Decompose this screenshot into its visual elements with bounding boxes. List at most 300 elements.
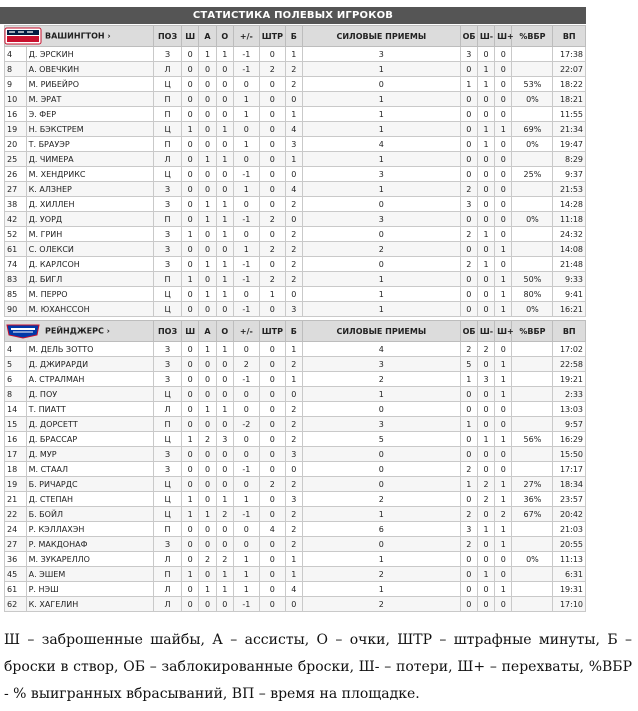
player-name: С. ОЛЕКСИ: [26, 242, 153, 257]
player-row: [5, 242, 586, 257]
team-name-link[interactable]: ВАШИНГТОН ›: [45, 31, 111, 41]
stat-cell: 2: [285, 357, 302, 372]
stat-cell: [512, 257, 553, 272]
stat-cell: 0: [495, 567, 512, 582]
player-row: [5, 492, 586, 507]
stat-cell: 1: [216, 212, 233, 227]
stat-cell: 0: [259, 167, 285, 182]
stat-cell: 0: [460, 402, 477, 417]
stat-cell: 1: [495, 492, 512, 507]
stat-cell: 0: [477, 582, 494, 597]
stat-cell: 2: [199, 432, 216, 447]
stat-cell: 1: [495, 582, 512, 597]
stat-cell: 0: [477, 552, 494, 567]
stat-cell: 0: [477, 537, 494, 552]
stat-cell: 0: [477, 357, 494, 372]
player-number: 16: [5, 107, 27, 122]
stat-cell: З: [154, 227, 182, 242]
stat-cell: 0: [233, 447, 259, 462]
stat-cell: 0: [259, 597, 285, 612]
stat-cell: 1: [182, 432, 199, 447]
player-name: Д. ЧИМЕРА: [26, 152, 153, 167]
column-header: ПОЗ: [154, 321, 182, 342]
stat-cell: 0: [199, 62, 216, 77]
player-number: 15: [5, 417, 27, 432]
stat-cell: 0: [259, 342, 285, 357]
stat-cell: 2: [285, 257, 302, 272]
stat-cell: 0: [285, 212, 302, 227]
stat-cell: 2: [216, 507, 233, 522]
stat-cell: -1: [233, 167, 259, 182]
stat-cell: 0: [259, 357, 285, 372]
column-header: Ш-: [477, 321, 494, 342]
stat-cell: 0: [233, 402, 259, 417]
player-row: [5, 417, 586, 432]
stat-cell: 0: [460, 567, 477, 582]
stat-cell: 0: [259, 302, 285, 317]
player-number: 36: [5, 552, 27, 567]
stat-cell: П: [154, 522, 182, 537]
player-row: [5, 47, 586, 62]
stat-cell: 0: [460, 302, 477, 317]
player-row: [5, 152, 586, 167]
stat-cell: 3: [302, 357, 460, 372]
stat-cell: 2: [285, 507, 302, 522]
stat-cell: 0: [216, 92, 233, 107]
stat-cell: 0: [259, 462, 285, 477]
stat-cell: 2: [259, 62, 285, 77]
stat-cell: 0: [495, 552, 512, 567]
stat-cell: 0: [182, 597, 199, 612]
stat-cell: 0: [495, 137, 512, 152]
player-row: [5, 272, 586, 287]
stat-cell: 0: [460, 242, 477, 257]
stat-cell: -1: [233, 507, 259, 522]
stat-cell: 1: [216, 287, 233, 302]
column-header: Ш+: [495, 26, 512, 47]
stat-cell: 2: [285, 272, 302, 287]
stat-cell: 0: [495, 212, 512, 227]
player-number: 85: [5, 287, 27, 302]
player-number: 26: [5, 167, 27, 182]
player-name: А. ОВЕЧКИН: [26, 62, 153, 77]
time-on-ice: 22:58: [553, 357, 586, 372]
stat-cell: 0: [199, 107, 216, 122]
stat-cell: 0: [460, 152, 477, 167]
stat-cell: 69%: [512, 122, 553, 137]
stat-cell: 0: [199, 462, 216, 477]
stat-cell: 1: [477, 62, 494, 77]
player-row: [5, 62, 586, 77]
stat-cell: 1: [302, 182, 460, 197]
stat-cell: 0: [495, 167, 512, 182]
stat-cell: 0: [182, 417, 199, 432]
stat-cell: 0%: [512, 137, 553, 152]
stat-cell: 1: [460, 477, 477, 492]
stat-cell: 1: [302, 507, 460, 522]
stat-cell: [512, 227, 553, 242]
stat-cell: 0: [216, 537, 233, 552]
stat-cell: 0: [477, 597, 494, 612]
column-header: %ВБР: [512, 321, 553, 342]
column-header: ВП: [553, 321, 586, 342]
player-number: 16: [5, 432, 27, 447]
stat-cell: 0: [285, 462, 302, 477]
time-on-ice: 22:07: [553, 62, 586, 77]
stat-cell: 0: [259, 92, 285, 107]
stat-cell: 0: [259, 122, 285, 137]
stat-cell: 0: [216, 522, 233, 537]
player-number: 19: [5, 477, 27, 492]
stat-cell: [512, 387, 553, 402]
player-number: 21: [5, 492, 27, 507]
stat-cell: 0: [182, 62, 199, 77]
stat-cell: 1: [233, 242, 259, 257]
stat-cell: 0: [216, 417, 233, 432]
stat-cell: 0: [182, 302, 199, 317]
time-on-ice: 20:42: [553, 507, 586, 522]
stat-cell: Ц: [154, 77, 182, 92]
stat-cell: 1: [302, 152, 460, 167]
stat-cell: 3: [285, 492, 302, 507]
time-on-ice: 6:31: [553, 567, 586, 582]
stat-cell: 1: [302, 582, 460, 597]
player-number: 24: [5, 522, 27, 537]
stat-cell: [512, 447, 553, 462]
stat-cell: 3: [460, 47, 477, 62]
player-number: 52: [5, 227, 27, 242]
stat-cell: 0: [259, 507, 285, 522]
stat-cell: 2: [285, 522, 302, 537]
stat-cell: 1: [302, 287, 460, 302]
stat-cell: П: [154, 107, 182, 122]
stat-cell: 4: [302, 342, 460, 357]
stat-cell: 1: [460, 77, 477, 92]
player-row: [5, 552, 586, 567]
stat-cell: 0: [199, 492, 216, 507]
player-row: [5, 402, 586, 417]
stat-cell: 0: [460, 552, 477, 567]
stat-cell: 1: [233, 137, 259, 152]
stat-cell: 0: [460, 62, 477, 77]
player-name: М. ЗУКАРЕЛЛО: [26, 552, 153, 567]
time-on-ice: 2:33: [553, 387, 586, 402]
stat-cell: 2: [477, 477, 494, 492]
stat-cell: 0: [302, 477, 460, 492]
rangers-logo-icon: [5, 323, 41, 339]
stat-cell: 0: [233, 122, 259, 137]
time-on-ice: 13:03: [553, 402, 586, 417]
player-number: 45: [5, 567, 27, 582]
stat-cell: 0: [477, 182, 494, 197]
stat-cell: П: [154, 417, 182, 432]
column-header: ПОЗ: [154, 26, 182, 47]
stat-cell: 0: [495, 342, 512, 357]
stat-cell: 0: [285, 387, 302, 402]
stat-cell: 2: [285, 402, 302, 417]
player-name: М. ЭРАТ: [26, 92, 153, 107]
stat-cell: 3: [285, 137, 302, 152]
player-row: [5, 462, 586, 477]
player-row: [5, 167, 586, 182]
stat-cell: 0: [495, 447, 512, 462]
stat-cell: 1: [233, 92, 259, 107]
stat-cell: 3: [285, 302, 302, 317]
time-on-ice: 21:34: [553, 122, 586, 137]
stat-cell: 0: [233, 432, 259, 447]
player-number: 27: [5, 537, 27, 552]
team-name-link[interactable]: РЕЙНДЖЕРС ›: [45, 326, 110, 336]
stat-cell: 0: [477, 462, 494, 477]
stat-cell: П: [154, 212, 182, 227]
stat-cell: Ц: [154, 167, 182, 182]
stat-cell: З: [154, 182, 182, 197]
stat-cell: 1: [216, 582, 233, 597]
stat-cell: 0: [233, 477, 259, 492]
player-name: Р. МАКДОНАФ: [26, 537, 153, 552]
stat-cell: 27%: [512, 477, 553, 492]
stat-cell: 1: [495, 122, 512, 137]
stat-cell: 2: [477, 492, 494, 507]
stat-cell: 2: [460, 182, 477, 197]
stat-cell: 3: [302, 167, 460, 182]
stat-cell: 0: [302, 447, 460, 462]
player-name: Д. ЭРСКИН: [26, 47, 153, 62]
stat-cell: -1: [233, 597, 259, 612]
stat-cell: 1: [199, 507, 216, 522]
stat-cell: 0: [182, 167, 199, 182]
stat-cell: 0: [460, 432, 477, 447]
player-name: К. ХАГЕЛИН: [26, 597, 153, 612]
stat-cell: 0: [233, 77, 259, 92]
time-on-ice: 23:57: [553, 492, 586, 507]
team-header-cell: [5, 321, 154, 342]
stat-cell: 1: [495, 477, 512, 492]
stat-cell: 2: [259, 212, 285, 227]
stat-cell: 0: [182, 197, 199, 212]
stat-cell: З: [154, 257, 182, 272]
stat-cell: 0: [182, 357, 199, 372]
stat-cell: 2: [259, 272, 285, 287]
time-on-ice: 21:48: [553, 257, 586, 272]
stat-cell: 3: [477, 372, 494, 387]
player-number: 18: [5, 462, 27, 477]
stat-cell: 0: [182, 92, 199, 107]
stat-cell: 0: [460, 167, 477, 182]
stat-cell: [512, 197, 553, 212]
stat-cell: 0: [216, 167, 233, 182]
time-on-ice: 9:41: [553, 287, 586, 302]
column-header: ВП: [553, 26, 586, 47]
stat-cell: 0: [233, 152, 259, 167]
stat-cell: 0: [182, 402, 199, 417]
column-header: СИЛОВЫЕ ПРИЕМЫ: [302, 26, 460, 47]
team-header-row: [5, 321, 586, 342]
stat-cell: [512, 47, 553, 62]
stat-cell: 1: [216, 342, 233, 357]
stat-cell: 1: [199, 212, 216, 227]
time-on-ice: 21:53: [553, 182, 586, 197]
stat-cell: 0: [259, 107, 285, 122]
player-row: [5, 182, 586, 197]
stat-cell: 0: [182, 257, 199, 272]
time-on-ice: 9:57: [553, 417, 586, 432]
stat-cell: 1: [495, 272, 512, 287]
stat-cell: 0: [233, 342, 259, 357]
stat-cell: 1: [477, 227, 494, 242]
stat-cell: 0%: [512, 92, 553, 107]
stat-cell: 1: [285, 552, 302, 567]
player-row: [5, 567, 586, 582]
stat-cell: 0: [199, 372, 216, 387]
stat-cell: 5: [302, 432, 460, 447]
stat-cell: П: [154, 567, 182, 582]
stat-cell: 1: [199, 197, 216, 212]
stat-cell: 3: [460, 197, 477, 212]
stat-cell: 0: [477, 197, 494, 212]
stat-cell: [512, 62, 553, 77]
stat-cell: 2: [460, 507, 477, 522]
stat-cell: [512, 522, 553, 537]
player-row: [5, 447, 586, 462]
stat-cell: 0: [259, 227, 285, 242]
stat-cell: 2: [477, 342, 494, 357]
player-row: [5, 287, 586, 302]
stat-cell: 1: [216, 567, 233, 582]
time-on-ice: 19:21: [553, 372, 586, 387]
team-header-row: [5, 26, 586, 47]
stat-cell: 1: [199, 287, 216, 302]
stat-cell: 0: [477, 507, 494, 522]
stat-cell: 1: [285, 107, 302, 122]
player-row: [5, 582, 586, 597]
stat-cell: [512, 567, 553, 582]
column-header: +/-: [233, 26, 259, 47]
stat-cell: 0: [216, 597, 233, 612]
stat-cell: 2: [285, 432, 302, 447]
stat-cell: П: [154, 137, 182, 152]
stat-cell: 0: [216, 302, 233, 317]
player-row: [5, 107, 586, 122]
stat-cell: 0: [199, 167, 216, 182]
stat-cell: 1: [216, 402, 233, 417]
stat-cell: 1: [285, 342, 302, 357]
stat-cell: 0: [477, 242, 494, 257]
stat-cell: 2: [460, 342, 477, 357]
stat-cell: 0: [216, 62, 233, 77]
time-on-ice: 16:21: [553, 302, 586, 317]
stat-cell: 0: [199, 137, 216, 152]
stat-cell: 1: [216, 492, 233, 507]
stat-cell: -1: [233, 257, 259, 272]
stat-cell: 1: [302, 122, 460, 137]
stat-cell: 0: [182, 552, 199, 567]
time-on-ice: 17:17: [553, 462, 586, 477]
stat-cell: 0: [199, 567, 216, 582]
stat-cell: -1: [233, 212, 259, 227]
stat-cell: 1: [199, 402, 216, 417]
player-name: Т. БРАУЭР: [26, 137, 153, 152]
stat-cell: 0: [477, 152, 494, 167]
stat-cell: 0: [259, 182, 285, 197]
stat-cell: 0: [460, 212, 477, 227]
stat-cell: 53%: [512, 77, 553, 92]
column-header: А: [199, 321, 216, 342]
stat-cell: П: [154, 92, 182, 107]
player-row: [5, 522, 586, 537]
stat-cell: 1: [302, 107, 460, 122]
stat-cell: 0: [259, 567, 285, 582]
stat-cell: 1: [302, 272, 460, 287]
stat-cell: 0: [302, 257, 460, 272]
player-name: Д. БИГЛ: [26, 272, 153, 287]
player-name: Р. КЭЛЛАХЭН: [26, 522, 153, 537]
stat-cell: 0: [182, 372, 199, 387]
time-on-ice: 18:34: [553, 477, 586, 492]
stat-cell: 0: [460, 107, 477, 122]
stat-cell: 1: [182, 272, 199, 287]
stat-cell: Л: [154, 582, 182, 597]
player-row: [5, 507, 586, 522]
time-on-ice: 11:55: [553, 107, 586, 122]
stat-cell: 1: [495, 287, 512, 302]
stat-cell: 0: [182, 477, 199, 492]
stat-cell: 4: [285, 182, 302, 197]
stat-cell: 2: [495, 507, 512, 522]
stat-cell: П: [154, 272, 182, 287]
column-header: %ВБР: [512, 26, 553, 47]
stat-cell: 1: [216, 272, 233, 287]
stat-cell: 0: [495, 227, 512, 242]
stat-cell: 0: [216, 387, 233, 402]
stat-cell: 2: [302, 492, 460, 507]
player-number: 19: [5, 122, 27, 137]
stat-cell: 0: [199, 477, 216, 492]
stat-cell: 0: [259, 417, 285, 432]
stat-cell: 1: [199, 47, 216, 62]
player-number: 17: [5, 447, 27, 462]
player-name: Д. КАРЛСОН: [26, 257, 153, 272]
stat-cell: 2: [259, 242, 285, 257]
player-row: [5, 302, 586, 317]
stat-cell: 0: [182, 287, 199, 302]
stat-cell: 1: [216, 152, 233, 167]
stat-cell: 0%: [512, 302, 553, 317]
stat-cell: 1: [216, 227, 233, 242]
stat-cell: 0%: [512, 212, 553, 227]
stat-cell: Ц: [154, 122, 182, 137]
stat-cell: 1: [182, 567, 199, 582]
stat-cell: 1: [495, 357, 512, 372]
stat-cell: 0: [495, 92, 512, 107]
team-stats-table: [4, 320, 586, 612]
stat-cell: 1: [182, 122, 199, 137]
player-name: Н. БЭКСТРЕМ: [26, 122, 153, 137]
stat-cell: [512, 597, 553, 612]
stat-cell: 2: [285, 417, 302, 432]
player-number: 5: [5, 357, 27, 372]
column-header: Б: [285, 321, 302, 342]
player-name: М. ЮХАНССОН: [26, 302, 153, 317]
stat-cell: 0: [460, 582, 477, 597]
stat-cell: 0: [259, 492, 285, 507]
time-on-ice: 8:29: [553, 152, 586, 167]
stat-cell: 0: [259, 77, 285, 92]
stat-cell: 0: [495, 107, 512, 122]
player-row: [5, 197, 586, 212]
column-header: ШТР: [259, 26, 285, 47]
stat-cell: [512, 462, 553, 477]
